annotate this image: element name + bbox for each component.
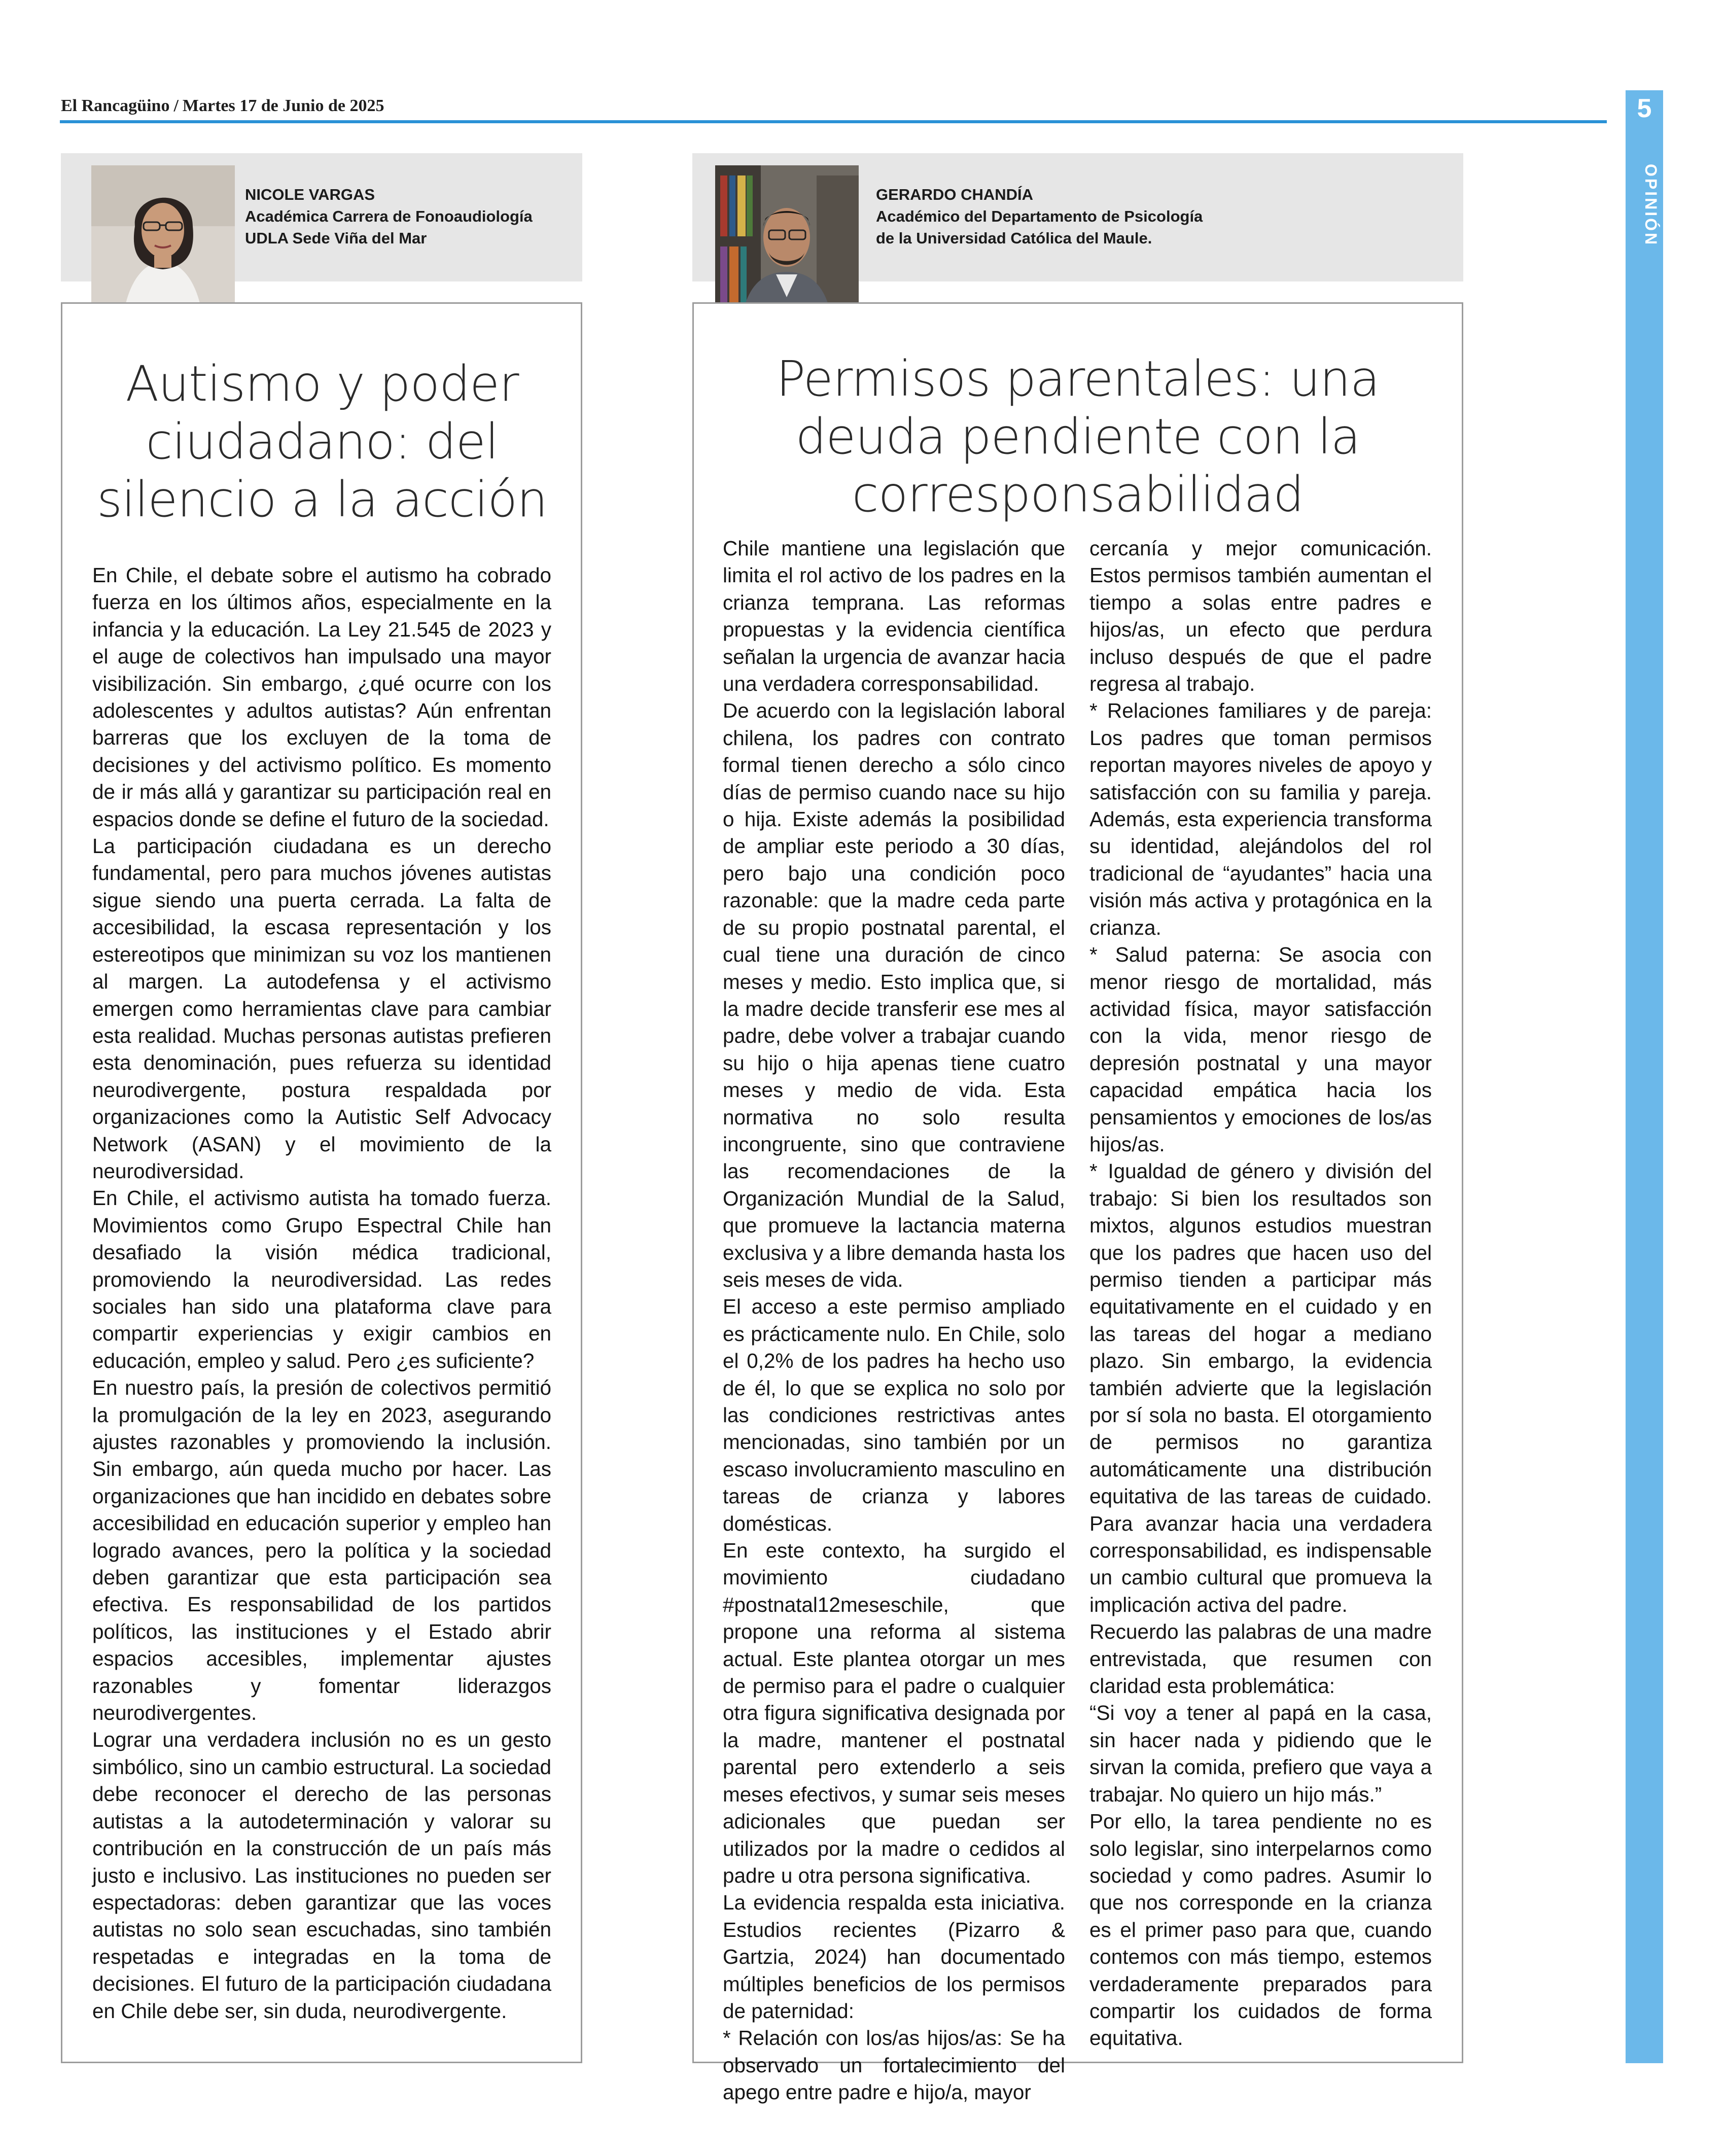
author-name: GERARDO CHANDÍA [876, 186, 1033, 203]
header-rule [60, 120, 1607, 123]
paragraph: * Relación con los/as hijos/as: Se ha observado un fortalecimiento del apego entre padre e hijo/a, mayor [723, 2026, 1065, 2104]
paragraph: * Salud paterna: Se asocia con menor riesgo de mortalidad, más actividad física, mayor satisfacción con la vida, menor riesgo de depresión postnatal y una mayor capacidad empática hacia los pensamientos y emociones de los/as hijos/as. [1089, 943, 1432, 1156]
paragraph: En Chile, el activismo autista ha tomado fuerza. Movimientos como Grupo Espectral Chile han desafiado la visión médica tradicional, promoviendo la neurodiversidad. Las redes sociales han sido una plataforma clave para compartir experiencias y exigir cambios en educación, empleo y salud. Pero ¿es suficiente? [92, 1186, 551, 1372]
article-title-right: Permisos parentales: una deuda pendiente con la corresponsabilidad [776, 350, 1380, 523]
paragraph: Lograr una verdadera inclusión no es un gesto simbólico, sino un cambio estructural. La sociedad debe reconocer el derecho de las personas autistas a la autodeterminación y valorar su contribución en la construcción de un país más justo e inclusivo. Las instituciones no pueden ser espectadoras: deben garantizar que las voces autistas no solo sean escuchadas, sino también respetadas e integradas en la toma de decisiones. El futuro de la participación ciudadana en Chile debe ser, sin duda, neurodivergente. [92, 1728, 551, 2023]
paragraph: Chile mantiene una legislación que limita el rol activo de los padres en la crianza temprana. Las reformas propuestas y la evidencia científica señalan la urgencia de avanzar hacia una verdadera corresponsabilidad. [723, 537, 1065, 696]
article-title-left: Autismo y poder ciudadano: del silencio a la acción [97, 356, 547, 528]
author-affiliation: UDLA Sede Viña del Mar [245, 229, 427, 247]
paragraph: La participación ciudadana es un derecho fundamental, pero para muchos jóvenes autistas sigue siendo una puerta cerrada. La falta de accesibilidad, la escasa representación y los estereotipos que minimizan su voz los mantienen al margen. La autodefensa y el activismo emergen como herramientas clave para cambiar esta realidad. Muchas personas autistas prefieren esta denominación, pues refuerza su identidad neurodivergente, postura respaldada por organizaciones como la Autistic Self Advocacy Network (ASAN) y el movimiento de la neurodiversidad. [92, 834, 551, 1183]
author-affiliation: de la Universidad Católica del Maule. [876, 229, 1152, 247]
author-role: Académica Carrera de Fonoaudiología [245, 207, 533, 225]
paragraph: De acuerdo con la legislación laboral chilena, los padres con contrato formal tienen derecho a sólo cinco días de permiso cuando nace su hijo o hija. Existe además la posibilidad de ampliar este periodo a 30 días, pero bajo una condición poco razonable: que la madre ceda parte de su propio postnatal parental, el cual tiene una duración de cinco meses y medio. Esto implica que, si la madre decide transferir ese mes al padre, debe volver a trabajar cuando su hijo o hija apenas tiene cuatro meses y medio de vida. Esta normativa no solo resulta incongruente, sino que contraviene las recomendaciones de la Organización Mundial de la Salud, que promueve la lactancia materna exclusiva y a libre demanda hasta los seis meses de vida. [723, 699, 1065, 1291]
paragraph: La evidencia respalda esta iniciativa. Estudios recientes (Pizarro & Gartzia, 2024) han documentado múltiples beneficios de los permisos de paternidad: [723, 1891, 1065, 2023]
author-role: Académico del Departamento de Psicología [876, 207, 1203, 225]
author-meta-left [245, 184, 570, 249]
paragraph: “Si voy a tener al papá en la casa, sin hacer nada y pidiendo que le sirvan la comida, prefiero que vaya a trabajar. No quiero un hijo más.” [1089, 1701, 1432, 1806]
paragraph: * Igualdad de género y división del trabajo: Si bien los resultados son mixtos, algunos estudios muestran que los padres que hacen uso del permiso tienden a participar más equitativamente en el cuidado y en las tareas del hogar a mediano plazo. Sin embargo, la evidencia también advierte que la legislación por sí sola no basta. El otorgamiento de permisos no garantiza automáticamente una distribución equitativa de las tareas de cuidado. Para avanzar hacia una verdadera corresponsabilidad, es indispensable un cambio cultural que promueva la implicación activa del padre. [1089, 1159, 1432, 1616]
author-name: NICOLE VARGAS [245, 186, 375, 203]
paragraph: En nuestro país, la presión de colectivos permitió la promulgación de la ley en 2023, asegurando ajustes razonables y promoviendo la inclusión. Sin embargo, aún queda mucho por hacer. Las organizaciones que han incidido en debates sobre accesibilidad en educación superior y empleo han logrado avances, pero la política y la sociedad deben garantizar que esta participación sea efectiva. Es responsabilidad de los partidos políticos, las instituciones y el Estado abrir espacios accesibles, implementar ajustes razonables y fomentar liderazgos neurodivergentes. [92, 1376, 551, 1725]
page-header [61, 96, 384, 116]
paragraph: Recuerdo las palabras de una madre entrevistada, que resumen con claridad esta problemática: [1089, 1620, 1432, 1698]
article-body-right-col1 [723, 535, 1065, 2106]
paragraph: En Chile, el debate sobre el autismo ha cobrado fuerza en los últimos años, especialmente en la infancia y la educación. La Ley 21.545 de 2023 y el auge de colectivos han impulsado una mayor visibilización. Sin embargo, ¿qué ocurre con los adolescentes y adultos autistas? Aún enfrentan barreras que los excluyen de la toma de decisiones y del activismo político. Es momento de ir más allá y garantizar su participación real en espacios donde se define el futuro de la sociedad. [92, 563, 551, 831]
newspaper-name: El Rancagüino [61, 96, 170, 115]
section-label: OPINIÓN [1642, 164, 1660, 247]
article-body-left [92, 562, 551, 2025]
page-number: 5 [1637, 94, 1652, 123]
paragraph: cercanía y mejor comunicación. Estos permisos también aumentan el tiempo a solas entre padres e hijos/as, un efecto que perdura incluso después de que el padre regresa al trabajo. [1089, 537, 1432, 696]
paragraph: Por ello, la tarea pendiente no es solo legislar, sino interpelarnos como sociedad y como padres. Asumir lo que nos corresponde en la crianza es el primer paso para que, cuando contemos con más tiempo, estemos verdaderamente preparados para compartir los cuidados de forma equitativa. [1089, 1810, 1432, 2050]
author-meta-right [876, 184, 1434, 249]
article-body-right-col2 [1089, 535, 1432, 2052]
header-separator: / [173, 96, 179, 115]
paragraph: El acceso a este permiso ampliado es prácticamente nulo. En Chile, solo el 0,2% de los padres ha hecho uso de él, lo que se explica no solo por las condiciones restrictivas antes mencionadas, sino también por un escaso involucramiento masculino en tareas de crianza y labores domésticas. [723, 1295, 1065, 1535]
issue-date: Martes 17 de Junio de 2025 [182, 96, 384, 115]
section-side-bar [1626, 90, 1663, 2063]
paragraph: * Relaciones familiares y de pareja: Los padres que toman permisos reportan mayores niveles de apoyo y satisfacción con su familia y pareja. Además, esta experiencia transforma su identidad, alejándolos del rol tradicional de “ayudantes” hacia una visión más activa y protagónica en la crianza. [1089, 699, 1432, 939]
paragraph: En este contexto, ha surgido el movimiento ciudadano #postnatal12meseschile, que propone una reforma al sistema actual. Este plantea otorgar un mes de permiso para el padre o cualquier otra figura significativa designada por la madre, mantener el postnatal parental pero extenderlo a seis meses efectivos, y sumar seis meses adicionales que puedan ser utilizados por la madre o cedidos al padre u otra persona significativa. [723, 1539, 1065, 1887]
